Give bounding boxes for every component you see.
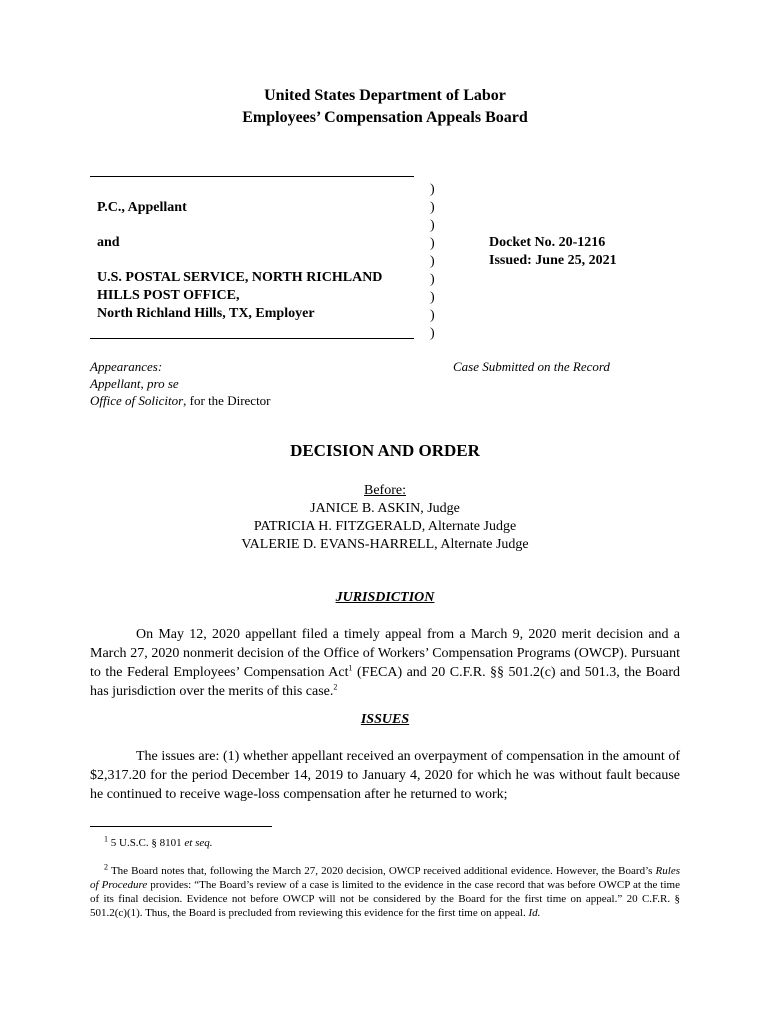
appearances-label: Appearances: (90, 359, 163, 374)
jurisdiction-paragraph (90, 625, 680, 701)
jurisdiction-heading: JURISDICTION (335, 590, 435, 605)
employer-line-3: North Richland Hills, TX, Employer (97, 306, 315, 321)
appellant-name: P.C., Appellant (97, 200, 187, 215)
footnote-2-mark: 2 (104, 862, 108, 872)
board-title: Employees’ Compensation Appeals Board (242, 109, 528, 126)
footnote-separator (90, 826, 272, 827)
caption-top-rule (90, 176, 414, 177)
docket-number: Docket No. 20-1216 (489, 235, 606, 250)
footnote-2-text-b: provides: “The Board’s review of a case is limited to the evidence in the case record that was before OWCP at the time of its final decision. Evidence not before OWCP will not be considered by the Board for the first time on appeal.” 20 C.F.R. § 501.2(c)(1). Thus, the Board is precluded from reviewing this evidence for the first time on appeal. (90, 879, 680, 919)
employer-line-1: U.S. POSTAL SERVICE, NORTH RICHLAND (97, 270, 383, 285)
before-label: Before: (364, 483, 406, 498)
footnote-ref-2: 2 (333, 682, 338, 692)
footnote-ref-1: 1 (348, 663, 353, 673)
issues-paragraph: The issues are: (1) whether appellant received an overpayment of compensation in the amount of $2,317.20 for the period December 14, 2019 to January 4, 2020 for which he was without fault because he continued to receive wage-loss compensation after he returned to work; (90, 749, 680, 802)
issued-date: Issued: June 25, 2021 (489, 253, 617, 268)
solicitor-line (90, 392, 271, 409)
judge-3: VALERIE D. EVANS-HARRELL, Alternate Judge (241, 537, 529, 552)
solicitor-office: Office of Solicitor (90, 393, 184, 408)
jurisdiction-text-b: (FECA) and 20 C.F.R. §§ 501.2(c) and 501.3, the Board has jurisdiction over the merits of this case. (90, 665, 681, 699)
decision-title: DECISION AND ORDER (290, 441, 480, 460)
caption-bottom-rule (90, 338, 414, 339)
and-connector: and (97, 235, 120, 250)
caption-parentheses: ) ) ) ) ) ) ) ) ) (430, 182, 435, 341)
case-submitted: Case Submitted on the Record (453, 359, 610, 374)
footnote-1 (90, 836, 680, 850)
footnote-2-text-a: The Board notes that, following the March 27, 2020 decision, OWCP received additional evidence. However, the Board’s (108, 865, 656, 877)
agency-title: United States Department of Labor (264, 87, 506, 104)
jurisdiction-text-a: On May 12, 2020 appellant filed a timely appeal from a March 9, 2020 merit decision and a March 27, 2020 nonmerit decision of the Office of Workers’ Compensation Programs (OWCP). Pursuant to the Federal Employees’ Compensation Act (90, 627, 680, 680)
solicitor-role: , for the Director (183, 393, 271, 408)
employer-line-2: HILLS POST OFFICE, (97, 288, 240, 303)
footnote-1-et-seq: et seq. (184, 837, 213, 849)
judge-2: PATRICIA H. FITZGERALD, Alternate Judge (253, 519, 517, 534)
judge-1: JANICE B. ASKIN, Judge (310, 501, 460, 516)
footnote-1-text: 5 U.S.C. § 8101 (108, 837, 185, 849)
issues-heading: ISSUES (360, 712, 410, 727)
footnote-1-mark: 1 (104, 834, 108, 844)
footnote-2 (90, 864, 680, 920)
appellant-pro-se: Appellant, pro se (90, 376, 179, 391)
footnote-2-rules: Rules of Procedure (90, 865, 680, 891)
footnote-2-id: Id. (528, 907, 541, 919)
